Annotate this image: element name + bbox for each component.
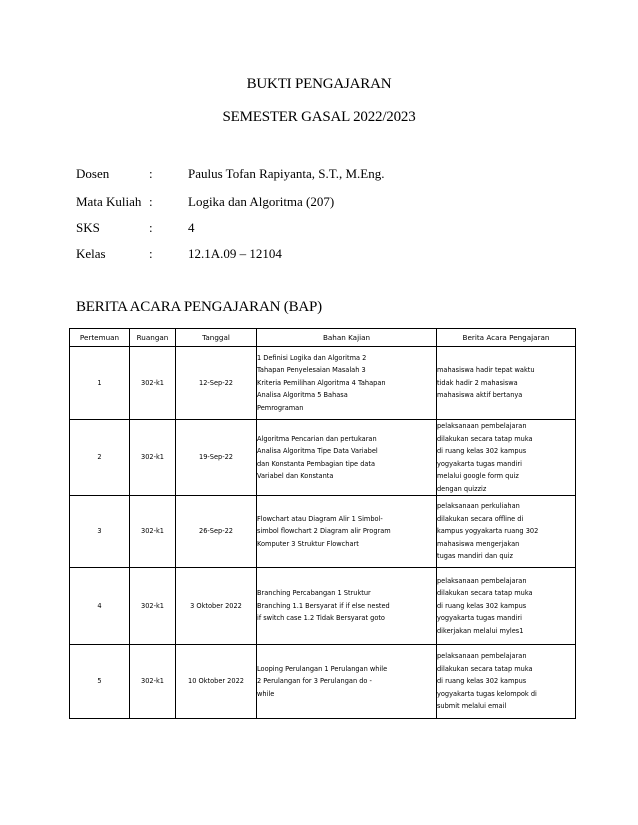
cell-berita-acara [437,420,576,496]
cell-berita-acara [437,645,576,719]
column-header-bahan-kajian: Bahan Kajian [257,329,437,347]
cell-berita-acara [437,347,576,420]
column-header-tanggal: Tanggal [176,329,257,347]
cell-pertemuan: 1 [70,347,130,420]
table-row [70,645,576,719]
cell-ruangan: 302-k1 [130,568,176,645]
berita-acara-text: pelaksanaan perkuliahan dilakukan secara offline di kampus yogyakarta ruang 302 mahasiswa mengerjakan tugas mandiri dan quiz [437,502,539,561]
info-separator: : [149,246,153,261]
bahan-kajian-text: Looping Perulangan 1 Perulangan while 2 Perulangan for 3 Perulangan do - while [257,664,388,698]
bahan-kajian-text: Flowchart atau Diagram Alir 1 Simbol- simbol flowchart 2 Diagram alir Program Komputer 3 Struktur Flowchart [257,514,391,548]
cell-ruangan: 302-k1 [130,347,176,420]
info-value: Paulus Tofan Rapiyanta, S.T., M.Eng. [188,166,385,181]
cell-tanggal: 10 Oktober 2022 [176,645,257,719]
column-header-ruangan: Ruangan [130,329,176,347]
cell-bahan-kajian [257,347,437,420]
cell-pertemuan: 4 [70,568,130,645]
info-separator: : [149,166,153,181]
cell-pertemuan: 3 [70,496,130,568]
info-separator: : [149,194,153,209]
info-value: Logika dan Algoritma (207) [188,194,335,209]
semester-title: SEMESTER GASAL 2022/2023 [222,109,416,125]
table-row [70,496,576,568]
info-label: SKS [76,220,100,235]
cell-ruangan: 302-k1 [130,420,176,496]
cell-bahan-kajian [257,645,437,719]
table-row [70,347,576,420]
bap-table [69,328,576,719]
bahan-kajian-text: 1 Definisi Logika dan Algoritma 2 Tahapan Penyelesaian Masalah 3 Kriteria Pemilihan Algoritma 4 Tahapan Analisa Algoritma 5 Bahasa Pemrograman [257,353,386,412]
table-row [70,568,576,645]
column-header-berita-acara: Berita Acara Pengajaran [437,329,576,347]
cell-tanggal: 3 Oktober 2022 [176,568,257,645]
cell-ruangan: 302-k1 [130,645,176,719]
info-value: 12.1A.09 – 12104 [188,246,282,261]
info-row-kelas [76,246,556,264]
cell-berita-acara [437,496,576,568]
table-header-row [70,329,576,347]
document-title: BUKTI PENGAJARAN [246,76,392,92]
cell-bahan-kajian [257,568,437,645]
cell-bahan-kajian [257,496,437,568]
cell-bahan-kajian [257,420,437,496]
info-label: Dosen [76,166,110,181]
cell-tanggal: 12-Sep-22 [176,347,257,420]
info-label: Mata Kuliah [76,194,142,209]
berita-acara-text: pelaksanaan pembelajaran dilakukan secara tatap muka di ruang kelas 302 kampus yogyakarta tugas kelompok di submit melalui email [437,652,537,711]
cell-tanggal: 19-Sep-22 [176,420,257,496]
info-value: 4 [188,220,195,235]
info-row-sks [76,220,556,238]
column-header-pertemuan: Pertemuan [70,329,130,347]
bahan-kajian-text: Algoritma Pencarian dan pertukaran Analisa Algoritma Tipe Data Variabel dan Konstanta Pembagian tipe data Variabel dan Konstanta [257,434,378,480]
cell-pertemuan: 5 [70,645,130,719]
info-separator: : [149,220,153,235]
berita-acara-text: pelaksanaan pembelajaran dilakukan secara tatap muka di ruang kelas 302 kampus yogyakarta tugas mandiri dikerjakan melalui myles1 [437,576,533,635]
cell-tanggal: 26-Sep-22 [176,496,257,568]
bap-heading: BERITA ACARA PENGAJARAN (BAP) [76,299,322,315]
table-row [70,420,576,496]
bahan-kajian-text: Branching Percabangan 1 Struktur Branching 1.1 Bersyarat if if else nested if switch case 1.2 Tidak Bersyarat goto [257,589,390,623]
berita-acara-text: mahasiswa hadir tepat waktu tidak hadir 2 mahasiswa mahasiswa aktif bertanya [437,366,535,400]
info-row-mata-kuliah [76,194,556,212]
info-row-dosen [76,166,556,184]
info-label: Kelas [76,246,106,261]
cell-berita-acara [437,568,576,645]
berita-acara-text: pelaksanaan pembelajaran dilakukan secara tatap muka di ruang kelas 302 kampus yogyakarta tugas mandiri melalui google form quiz dengan quizziz [437,422,533,493]
cell-pertemuan: 2 [70,420,130,496]
cell-ruangan: 302-k1 [130,496,176,568]
